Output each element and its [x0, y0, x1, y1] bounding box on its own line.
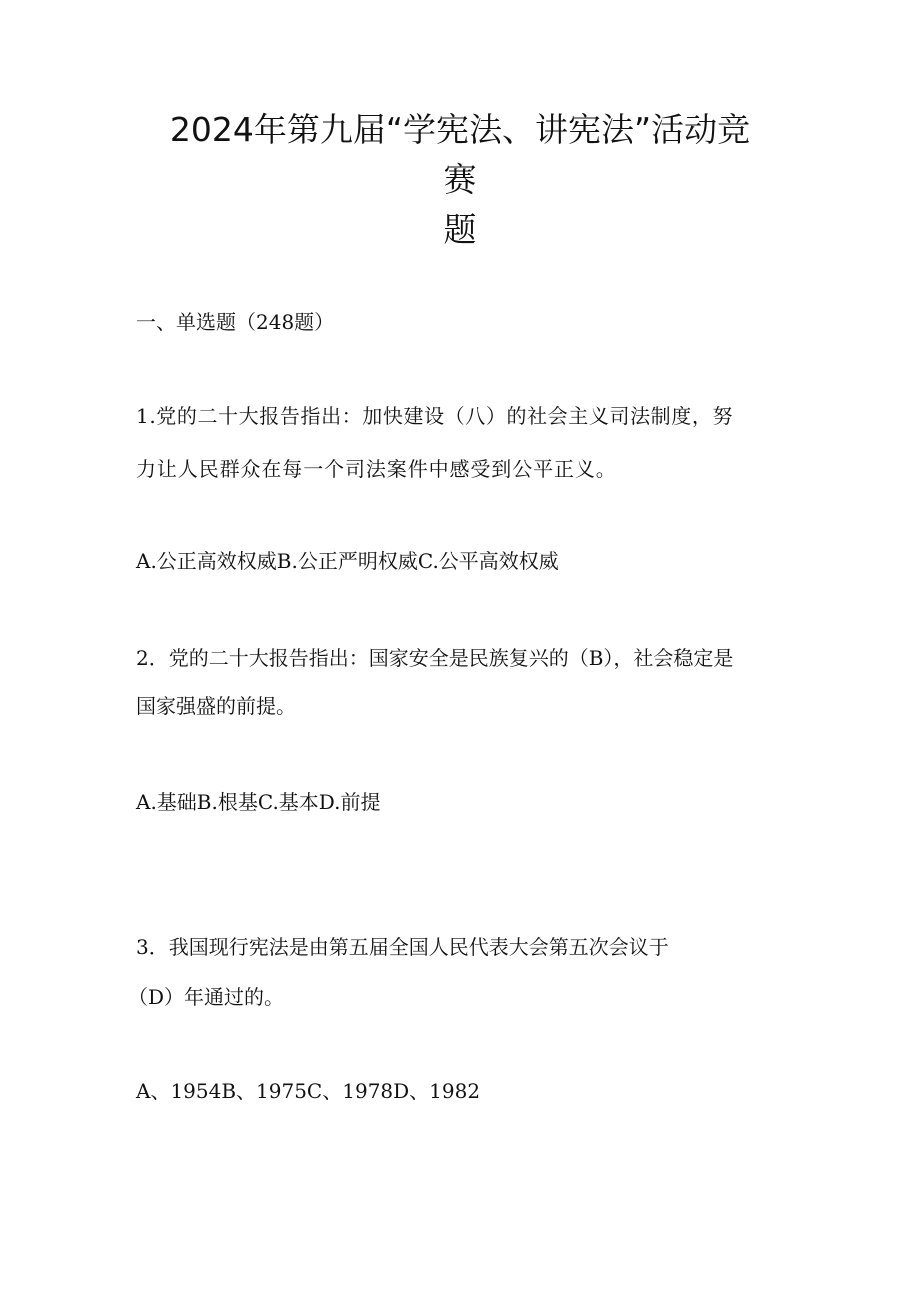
- document-title-line-3: 题: [443, 210, 477, 249]
- question-2-text-line-1: 2．党的二十大报告指出：国家安全是民族复兴的（B），社会稳定是: [136, 646, 734, 670]
- question-1-text-line-1: 1.党的二十大报告指出：加快建设（八）的社会主义司法制度，努: [136, 404, 734, 428]
- question-2-options: A.基础B.根基C.基本D.前提: [136, 790, 381, 814]
- document-title-line-2: 赛: [443, 160, 477, 199]
- question-1-options: A.公正高效权威B.公正严明权威C.公平高效权威: [136, 549, 559, 573]
- question-1-text-line-2: 力让人民群众在每一个司法案件中感受到公平正义。: [136, 457, 617, 481]
- question-3-text-line-1: 3．我国现行宪法是由第五届全国人民代表大会第五次会议于: [136, 935, 669, 959]
- question-3-options: A、1954B、1975C、1978D、1982: [136, 1079, 481, 1103]
- document-title-line-1: 2024年第九届“学宪法、讲宪法”活动竞: [169, 110, 751, 149]
- section-heading: 一、单选题（248题）: [136, 310, 335, 334]
- question-2-text-line-2: 国家强盛的前提。: [136, 694, 296, 718]
- question-3-text-line-2: （D）年通过的。: [128, 985, 285, 1009]
